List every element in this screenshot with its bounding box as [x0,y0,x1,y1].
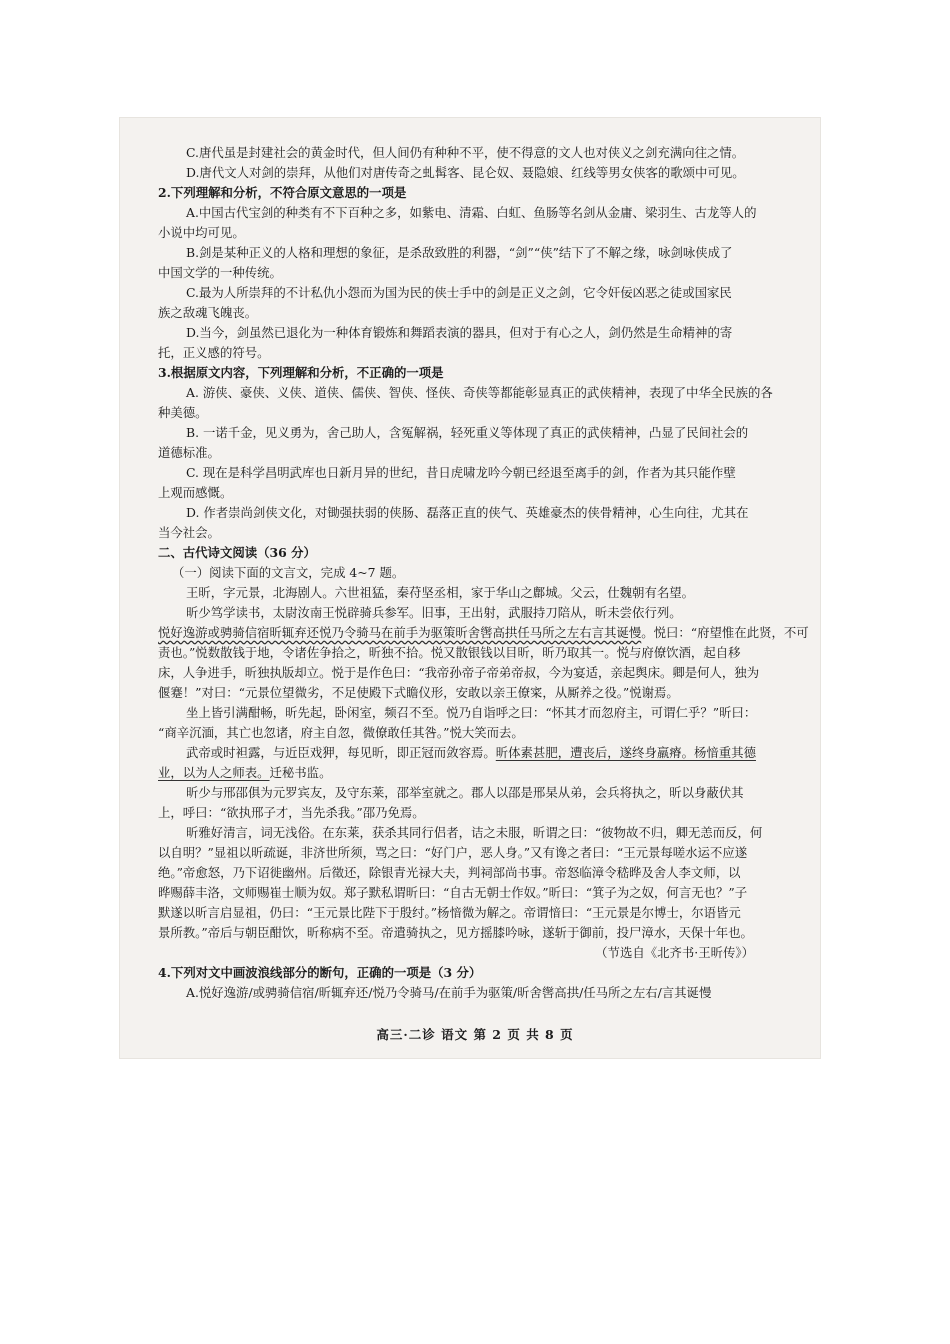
option-line: B. 一诺千金，见义勇为，舍己助人，含冤解祸，轻死重义等体现了真正的武侠精神，凸显了民间社会的 [186,425,749,440]
question-2: 2.下列理解和分析，不符合原文意思的一项是 [158,185,407,200]
option-line: 道德标准。 [158,445,220,460]
option-line: 族之敌魂飞魄丧。 [158,305,258,320]
option-line: 中国文学的一种传统。 [158,265,282,280]
passage-line: 上，呼曰：“欲执邢子才，当先杀我。”邵乃免焉。 [158,805,425,820]
option-line: D.当今，剑虽然已退化为一种体育锻炼和舞蹈表演的器具，但对于有心之人，剑仍然是生命精神的寄 [186,325,733,340]
passage-line: 昕雅好清言，词无浅俗。在东莱，获杀其同行侣者，诘之未服，昕谓之曰：“彼物故不归，卿无恙而反，何 [186,825,763,840]
passage-text: 。悦曰：“府望惟在此贤，不可 [641,625,809,640]
passage-line: 责也。”悦数散钱于地，令诸佐争拾之，昕独不拾。悦又散银钱以目昕，昕乃取其一。悦与府僚饮酒，起自移 [158,645,741,660]
question-4: 4.下列对文中画波浪线部分的断句，正确的一项是（3 分） [158,965,482,980]
passage-line: 坐上皆引满酣畅，昕先起，卧闲室，频召不至。悦乃自诣呼之曰：“怀其才而忽府主，可谓仁乎？”昕曰： [186,705,757,720]
option-line: A.悦好逸游/或骋骑信宿/昕辄弃还/悦乃令骑马/在前手为驱策/昕舍辔高拱/任马所之左右/言其诞慢 [186,985,712,1000]
option-line: 当今社会。 [158,525,220,540]
passage-line: 默遂以昕言启显祖，仍曰：“王元景比陛下于殷纣。”杨愔微为解之。帝谓愔曰：“王元景是尔博士，尔语皆元 [158,905,741,920]
option-line: A.中国古代宝剑的种类有不下百种之多，如紫电、清霜、白虹、鱼肠等名剑从金庸、梁羽生、古龙等人的 [186,205,757,220]
option-line: C.唐代虽是封建社会的黄金时代，但人间仍有种种不平，使不得意的文人也对侠义之剑充满向往之情。 [186,145,745,160]
option-line: A. 游侠、豪侠、义侠、道侠、儒侠、智侠、怪侠、奇侠等都能彰显真正的武侠精神，表现了中华全民族的各 [186,385,773,400]
option-line: D.唐代文人对剑的崇拜，从他们对唐传奇之虬髯客、昆仑奴、聂隐娘、红线等男女侠客的歌颂中可见。 [186,165,745,180]
passage-line [158,743,758,763]
passage-source: （节选自《北齐书·王昕传》） [595,945,754,960]
passage-line [158,623,809,643]
option-line: D. 作者崇尚剑侠文化，对锄强扶弱的侠肠、磊落正直的侠气、英雄豪杰的侠骨精神，心生向往，尤其在 [186,505,749,520]
option-line: C.最为人所崇拜的不计私仇小怨而为国为民的侠士手中的剑是正义之剑，它令奸佞凶恶之徒或国家民 [186,285,732,300]
wavy-underlined-text: 悦好逸游或骋骑信宿昕辄弃还悦乃令骑马在前手为驱策昕舍辔高拱任马所之左右言其诞慢 [158,625,642,640]
question-3: 3.根据原文内容，下列理解和分析，不正确的一项是 [158,365,444,380]
underlined-text: 业，以为人之师表。 [158,765,270,780]
passage-line: 昕少与邢邵俱为元罗宾友，及守东莱，邵举室就之。郡人以邵是邢杲从弟，会兵将执之，昕以身蔽伏其 [186,785,744,800]
option-line: 小说中均可见。 [158,225,245,240]
sub-heading: （一）阅读下面的文言文，完成 4~7 题。 [172,565,405,580]
option-line: 种美德。 [158,405,208,420]
passage-line [158,763,758,783]
page-content [158,143,809,1003]
passage-line: 床，人争进手，昕独执版却立。悦于是作色曰：“我帝孙帝子帝弟帝叔，今为宴适，亲起舆床。卿是何人，独为 [158,665,760,680]
passage-line: 偃蹇！”对曰：“元景位望微劣，不足使殿下式瞻仪形，安敢以亲王僚寀，从厮养之役。”悦谢焉。 [158,685,679,700]
option-line: B.剑是某种正义的人格和理想的象征，是杀敌致胜的利器，“剑”“侠”结下了不解之缘，咏剑咏侠成了 [186,245,733,260]
passage-line: 晔赐薛丰洛，文师赐崔士顺为奴。郑子默私谓昕曰：“自古无朝士作奴。”昕曰：“箕子为之奴，何言无也？”子 [158,885,748,900]
page-footer: 高三·二诊 语文 第 2 页 共 8 页 [376,1027,574,1042]
passage-line: 绝。”帝愈怒，乃下诏徙幽州。后徵还，除银青光禄大夫，判祠部尚书事。帝怒临漳令嵇晔及舍人李文师，以 [158,865,741,880]
passage-line: 昕少笃学读书，太尉汝南王悦辟骑兵参军。旧事，王出射，武服持刀陪从，昕未尝依行列。 [186,605,682,620]
section-heading: 二、古代诗文阅读（36 分） [158,545,316,560]
option-line: 托，正义感的符号。 [158,345,270,360]
passage-line: 以自明？”显祖以昕疏诞，非济世所须，骂之曰：“好门户，恶人身。”又有谗之者曰：“王元景每嗟水运不应遂 [158,845,748,860]
passage-text: 迁秘书监。 [269,765,332,780]
option-line: 上观而感慨。 [158,485,233,500]
passage-line: 王昕，字元景，北海剧人。六世祖猛，秦苻坚丞相，家于华山之鄜城。父云，仕魏朝有名望。 [186,585,695,600]
passage-line: “商辛沉湎，其亡也忽诸，府主自忽，微僚敢任其咎。”悦大笑而去。 [158,725,524,740]
passage-text: 武帝或时袒露，与近臣戏狎，每见昕，即正冠而敛容焉。 [186,745,496,760]
option-line: C. 现在是科学昌明武库也日新月异的世纪，昔日虎啸龙吟今朝已经退至离手的剑，作者为其只能作壁 [186,465,736,480]
passage-line: 景所教。”帝后与朝臣酣饮，昕称病不至。帝遣骑执之，见方摇膝吟咏，遂斩于御前，投尸漳水，天保十年也。 [158,925,753,940]
underlined-text: 昕体素甚肥，遭丧后，遂终身羸瘠。杨愔重其德 [495,745,756,760]
